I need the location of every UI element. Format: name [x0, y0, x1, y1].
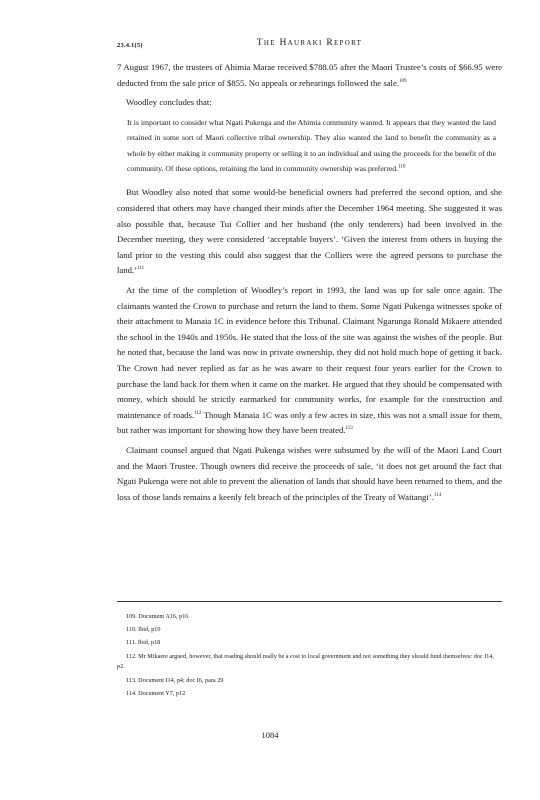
paragraph-4: At the time of the completion of Woodley’s report in 1993, the land was up for sale once again. The claimants wanted the Crown to purchase and return the land to them. Some Ngati Pukenga witnesses spoke of their attachment to Manaia 1C in evidence before this Tribunal. Claimant Ngarunga Ronald Mikaere attended the school in the 1940s and 1950s. He stated that the loss of the site was against the wishes of the people. But he noted that, because the land was now in private ownership, they did not hold much hope of getting it back. The Crown had never replied as far as he was aware to their request four years earlier for the Crown to purchase the land back for them when it came on the market. He argued that they should be compensated with money, which should be strictly earmarked for community works, for example for the construction and maintenance of roads.$^{112}$ Though Manaia 1C was only a few acres in size, this was not a small issue for them, but rather was important for showing how they have been treated.$^{113}$ — [117, 284, 503, 436]
footnote-ref-114: 114 — [433, 492, 442, 498]
paragraph-1: 7 August 1967, the trustees of Ahimia Marae received $788.05 after the Maori Trustee’s costs of $66.95 were deducted from the sale price of $855. No appeals or rehearings followed the sale.$^{109}$ — [117, 62, 502, 88]
page-number: 1084 — [261, 730, 279, 740]
footnote-ref-109: 109 — [399, 78, 407, 84]
footnote-109: 109. Document A16, p16 — [126, 613, 189, 620]
footnote-ref-110: 110 — [398, 164, 406, 170]
body-text — [117, 60, 502, 509]
paragraph-5: Claimant counsel argued that Ngati Pukenga wishes were subsumed by the will of the Maori Land Court and the Maori Trustee. Though owners did receive the proceeds of sale, ‘it does not get around the fact that Ngati Pukenga were not able to prevent the alienation of lands that should have been returned to them, and the loss of those lands remains a keenly felt breach of the principles of the Treaty of Waitangi’.$^{114}$ — [117, 444, 502, 502]
footnote-ref-111: 111 — [137, 266, 145, 272]
section-number: 23.4.1(5) — [117, 42, 143, 49]
block-quote: It is important to consider what Ngati Pukenga and the Ahimia community wanted. It appears that they wanted the land retained in some sort of Maori collective tribal ownership. They also wanted the land to benefit the community as a whole by either making it community property or selling it to an individual and using the proceeds for the benefit of the community. Of these options, retaining the land in community ownership was preferred.$^{110}$ — [127, 117, 496, 173]
footnote-114: 114. Document Y7, p12 — [126, 689, 186, 697]
footnotes — [117, 612, 502, 702]
footnote-divider — [117, 601, 502, 602]
footnote-113: 113. Document I14, p4; doc I6, para 29 — [126, 676, 224, 684]
paragraph-3: But Woodley also noted that some would-be beneficial owners had preferred the second option, and she considered that others may have changed their minds after the December 1964 meeting. She suggested it was also possible that, because Tui Collier and her husband (the only tenderers) had been involved in the December meeting, they were considered ‘acceptable buyers’. ‘Given the interest from others in buying the land prior to the vesting this could also suggest that the Colliers were the agreed persons to purchase the land.’$^{111}$ — [117, 187, 502, 276]
page-header — [117, 38, 502, 52]
footnote-ref-112: 112 — [194, 410, 202, 416]
footnote-ref-113: 113 — [345, 426, 353, 432]
footnote-112: 112. Mr Mikaere argued, however, that roading should really be a cost to local government and not something they should fund themselves: doc I14, p2. — [117, 652, 495, 671]
footnote-111: 111. Ibid, p18 — [126, 639, 161, 647]
footnote-110: 110. Ibid, p19 — [126, 626, 161, 634]
paragraph-2: Woodley concludes that: — [126, 97, 212, 108]
running-title: The Hauraki Report — [256, 38, 363, 48]
